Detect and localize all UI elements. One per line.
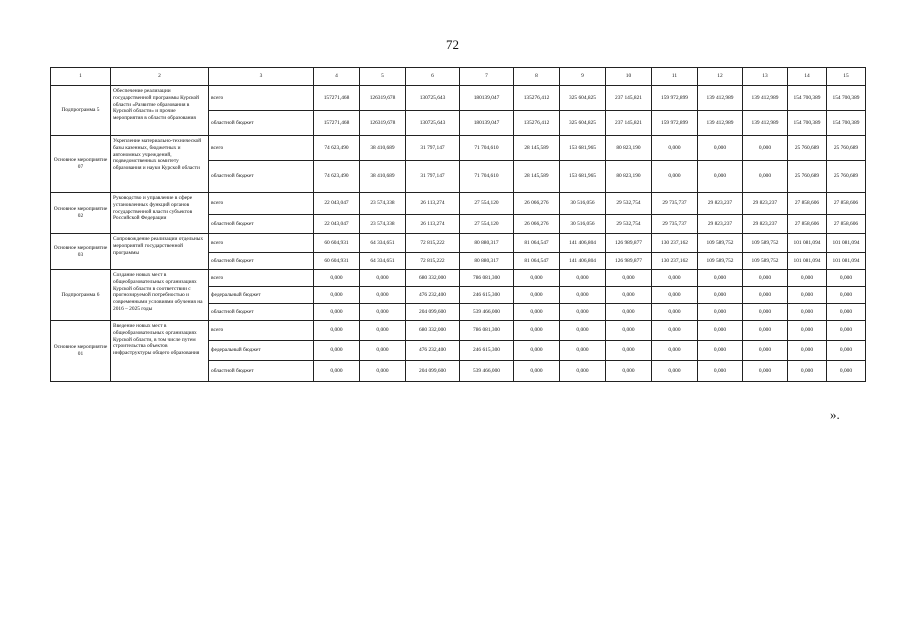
value-cell: 22 043,047 bbox=[314, 193, 360, 215]
value-cell: 0,000 bbox=[652, 304, 698, 321]
funding-source-cell: областной бюджет bbox=[209, 215, 314, 234]
funding-source-cell: федеральный бюджет bbox=[209, 287, 314, 304]
funding-source-cell: всего bbox=[209, 193, 314, 215]
value-cell: 0,000 bbox=[652, 321, 698, 341]
value-cell: 154 700,389 bbox=[827, 86, 866, 111]
value-cell: 130725,643 bbox=[406, 111, 460, 136]
value-cell: 27 858,606 bbox=[788, 193, 827, 215]
table-row bbox=[51, 234, 866, 253]
value-cell: 237 145,821 bbox=[606, 86, 652, 111]
value-cell: 80 823,190 bbox=[606, 136, 652, 161]
value-cell: 27 858,606 bbox=[827, 193, 866, 215]
value-cell: 141 406,804 bbox=[560, 234, 606, 253]
value-cell: 101 081,094 bbox=[827, 234, 866, 253]
funding-source-cell: федеральный бюджет bbox=[209, 341, 314, 361]
value-cell: 0,000 bbox=[698, 287, 743, 304]
program-description-cell: Руководство и управление в сфере установленных функций органов государственной власти субъектов Российской Федерации bbox=[111, 193, 209, 234]
value-cell: 0,000 bbox=[743, 287, 788, 304]
value-cell: 30 516,056 bbox=[560, 215, 606, 234]
value-cell: 0,000 bbox=[698, 341, 743, 361]
program-name-cell: Основное мероприятие 01 bbox=[51, 321, 111, 382]
funding-source-cell: всего bbox=[209, 270, 314, 287]
value-cell: 74 623,490 bbox=[314, 136, 360, 161]
value-cell: 0,000 bbox=[514, 304, 560, 321]
value-cell: 28 145,589 bbox=[514, 136, 560, 161]
value-cell: 539 466,000 bbox=[460, 361, 514, 382]
value-cell: 0,000 bbox=[827, 361, 866, 382]
value-cell: 0,000 bbox=[652, 270, 698, 287]
value-cell: 81 064,547 bbox=[514, 234, 560, 253]
header-cell: 6 bbox=[406, 68, 460, 86]
value-cell: 139 412,989 bbox=[743, 111, 788, 136]
value-cell: 0,000 bbox=[652, 287, 698, 304]
value-cell: 0,000 bbox=[314, 361, 360, 382]
value-cell: 25 760,689 bbox=[788, 136, 827, 161]
value-cell: 30 516,056 bbox=[560, 193, 606, 215]
value-cell: 680 332,000 bbox=[406, 321, 460, 341]
funding-source-cell: областной бюджет bbox=[209, 304, 314, 321]
program-name-cell: Основное мероприятие 03 bbox=[51, 234, 111, 270]
value-cell: 130725,643 bbox=[406, 86, 460, 111]
value-cell: 27 858,606 bbox=[827, 215, 866, 234]
value-cell: 139 412,989 bbox=[698, 86, 743, 111]
value-cell: 0,000 bbox=[652, 341, 698, 361]
value-cell: 159 972,899 bbox=[652, 86, 698, 111]
value-cell: 0,000 bbox=[827, 270, 866, 287]
program-name-cell: Подпрограмма 6 bbox=[51, 270, 111, 321]
closing-mark: ». bbox=[830, 407, 840, 422]
value-cell: 0,000 bbox=[743, 136, 788, 161]
header-cell: 4 bbox=[314, 68, 360, 86]
header-cell: 1 bbox=[51, 68, 111, 86]
value-cell: 0,000 bbox=[314, 321, 360, 341]
value-cell: 157271,468 bbox=[314, 111, 360, 136]
value-cell: 0,000 bbox=[743, 321, 788, 341]
header-cell: 12 bbox=[698, 68, 743, 86]
value-cell: 0,000 bbox=[560, 321, 606, 341]
value-cell: 0,000 bbox=[827, 341, 866, 361]
table-row bbox=[51, 193, 866, 215]
value-cell: 26 066,276 bbox=[514, 193, 560, 215]
value-cell: 0,000 bbox=[514, 361, 560, 382]
value-cell: 28 145,589 bbox=[514, 161, 560, 193]
value-cell: 154 700,389 bbox=[788, 111, 827, 136]
value-cell: 135276,412 bbox=[514, 111, 560, 136]
value-cell: 0,000 bbox=[743, 161, 788, 193]
value-cell: 0,000 bbox=[360, 321, 406, 341]
value-cell: 0,000 bbox=[652, 361, 698, 382]
value-cell: 0,000 bbox=[788, 341, 827, 361]
funding-source-cell: областной бюджет bbox=[209, 111, 314, 136]
table-row bbox=[51, 86, 866, 111]
table-body bbox=[51, 68, 866, 382]
value-cell: 0,000 bbox=[743, 270, 788, 287]
value-cell: 204 099,600 bbox=[406, 361, 460, 382]
funding-source-cell: областной бюджет bbox=[209, 161, 314, 193]
program-name-cell: Основное мероприятие 02 bbox=[51, 193, 111, 234]
value-cell: 139 412,989 bbox=[698, 111, 743, 136]
value-cell: 29 823,237 bbox=[698, 215, 743, 234]
header-cell: 5 bbox=[360, 68, 406, 86]
program-name-cell: Подпрограмма 5 bbox=[51, 86, 111, 136]
value-cell: 0,000 bbox=[314, 270, 360, 287]
value-cell: 29 823,237 bbox=[743, 193, 788, 215]
program-description-cell: Укрепление материально-технической базы казенных, бюджетных и автономных учреждений, подведомственных комитету образования и науки Курской области bbox=[111, 136, 209, 193]
program-description-cell: Введение новых мест в общеобразовательных организациях Курской области, в том числе путем строительства объектов инфраструктуры общего образования bbox=[111, 321, 209, 382]
value-cell: 0,000 bbox=[827, 304, 866, 321]
budget-table bbox=[50, 67, 866, 382]
value-cell: 246 615,300 bbox=[460, 287, 514, 304]
value-cell: 29 735,737 bbox=[652, 215, 698, 234]
funding-source-cell: всего bbox=[209, 234, 314, 253]
value-cell: 80 880,317 bbox=[460, 253, 514, 270]
value-cell: 126 989,877 bbox=[606, 234, 652, 253]
value-cell: 0,000 bbox=[314, 341, 360, 361]
value-cell: 0,000 bbox=[698, 321, 743, 341]
header-cell: 2 bbox=[111, 68, 209, 86]
header-cell: 9 bbox=[560, 68, 606, 86]
value-cell: 71 704,610 bbox=[460, 161, 514, 193]
value-cell: 0,000 bbox=[743, 361, 788, 382]
value-cell: 25 760,689 bbox=[788, 161, 827, 193]
table-row bbox=[51, 270, 866, 287]
value-cell: 0,000 bbox=[314, 304, 360, 321]
value-cell: 0,000 bbox=[606, 341, 652, 361]
value-cell: 81 064,547 bbox=[514, 253, 560, 270]
value-cell: 0,000 bbox=[743, 341, 788, 361]
value-cell: 539 466,000 bbox=[460, 304, 514, 321]
value-cell: 109 589,752 bbox=[698, 253, 743, 270]
value-cell: 31 797,147 bbox=[406, 136, 460, 161]
header-cell: 8 bbox=[514, 68, 560, 86]
value-cell: 60 604,931 bbox=[314, 234, 360, 253]
value-cell: 25 760,689 bbox=[827, 136, 866, 161]
value-cell: 0,000 bbox=[698, 304, 743, 321]
value-cell: 74 623,490 bbox=[314, 161, 360, 193]
value-cell: 180139,047 bbox=[460, 86, 514, 111]
value-cell: 0,000 bbox=[360, 341, 406, 361]
program-description-cell: Обеспечение реализации государственной программы Курской области «Развитие образования в Курской области» и прочие мероприятия в области образования bbox=[111, 86, 209, 136]
funding-source-cell: областной бюджет bbox=[209, 361, 314, 382]
value-cell: 0,000 bbox=[606, 270, 652, 287]
header-cell: 11 bbox=[652, 68, 698, 86]
value-cell: 38 410,689 bbox=[360, 161, 406, 193]
value-cell: 153 681,965 bbox=[560, 136, 606, 161]
value-cell: 71 704,610 bbox=[460, 136, 514, 161]
value-cell: 786 081,300 bbox=[460, 270, 514, 287]
value-cell: 0,000 bbox=[314, 287, 360, 304]
value-cell: 27 554,120 bbox=[460, 215, 514, 234]
value-cell: 204 099,600 bbox=[406, 304, 460, 321]
table-row bbox=[51, 321, 866, 341]
value-cell: 154 700,389 bbox=[827, 111, 866, 136]
value-cell: 80 880,317 bbox=[460, 234, 514, 253]
value-cell: 38 410,689 bbox=[360, 136, 406, 161]
value-cell: 29 823,237 bbox=[698, 193, 743, 215]
value-cell: 680 332,000 bbox=[406, 270, 460, 287]
value-cell: 0,000 bbox=[514, 321, 560, 341]
value-cell: 126 989,877 bbox=[606, 253, 652, 270]
value-cell: 22 043,047 bbox=[314, 215, 360, 234]
value-cell: 325 604,825 bbox=[560, 86, 606, 111]
value-cell: 29 532,754 bbox=[606, 193, 652, 215]
value-cell: 72 815,222 bbox=[406, 253, 460, 270]
value-cell: 0,000 bbox=[606, 361, 652, 382]
value-cell: 0,000 bbox=[606, 304, 652, 321]
value-cell: 154 700,389 bbox=[788, 86, 827, 111]
value-cell: 126319,678 bbox=[360, 111, 406, 136]
value-cell: 0,000 bbox=[652, 136, 698, 161]
table-row bbox=[51, 136, 866, 161]
funding-source-cell: областной бюджет bbox=[209, 253, 314, 270]
value-cell: 159 972,899 bbox=[652, 111, 698, 136]
value-cell: 237 145,821 bbox=[606, 111, 652, 136]
funding-source-cell: всего bbox=[209, 136, 314, 161]
value-cell: 0,000 bbox=[698, 270, 743, 287]
value-cell: 157271,468 bbox=[314, 86, 360, 111]
value-cell: 786 081,300 bbox=[460, 321, 514, 341]
program-description-cell: Создание новых мест в общеобразовательных организациях Курской области в соответствии с прогнозируемой потребностью и современными условиями обучения на 2016 – 2025 годы bbox=[111, 270, 209, 321]
value-cell: 27 554,120 bbox=[460, 193, 514, 215]
value-cell: 0,000 bbox=[560, 304, 606, 321]
value-cell: 0,000 bbox=[514, 270, 560, 287]
value-cell: 135276,412 bbox=[514, 86, 560, 111]
value-cell: 0,000 bbox=[560, 361, 606, 382]
value-cell: 23 574,338 bbox=[360, 193, 406, 215]
value-cell: 23 574,338 bbox=[360, 215, 406, 234]
value-cell: 0,000 bbox=[514, 287, 560, 304]
value-cell: 0,000 bbox=[560, 287, 606, 304]
value-cell: 153 681,965 bbox=[560, 161, 606, 193]
value-cell: 0,000 bbox=[560, 270, 606, 287]
value-cell: 139 412,989 bbox=[743, 86, 788, 111]
value-cell: 0,000 bbox=[788, 304, 827, 321]
value-cell: 130 237,162 bbox=[652, 253, 698, 270]
header-cell: 7 bbox=[460, 68, 514, 86]
value-cell: 246 615,300 bbox=[460, 341, 514, 361]
header-cell: 10 bbox=[606, 68, 652, 86]
value-cell: 31 797,147 bbox=[406, 161, 460, 193]
program-name-cell: Основное мероприятие 07 bbox=[51, 136, 111, 193]
value-cell: 25 760,689 bbox=[827, 161, 866, 193]
value-cell: 72 815,222 bbox=[406, 234, 460, 253]
value-cell: 101 081,094 bbox=[788, 234, 827, 253]
value-cell: 109 589,752 bbox=[743, 253, 788, 270]
value-cell: 0,000 bbox=[606, 321, 652, 341]
value-cell: 29 532,754 bbox=[606, 215, 652, 234]
value-cell: 0,000 bbox=[698, 361, 743, 382]
value-cell: 60 604,931 bbox=[314, 253, 360, 270]
program-description-cell: Сопровождение реализации отдельных мероприятий государственной программы bbox=[111, 234, 209, 270]
value-cell: 26 066,276 bbox=[514, 215, 560, 234]
value-cell: 29 735,737 bbox=[652, 193, 698, 215]
value-cell: 180139,047 bbox=[460, 111, 514, 136]
value-cell: 0,000 bbox=[360, 270, 406, 287]
value-cell: 0,000 bbox=[788, 361, 827, 382]
value-cell: 27 858,606 bbox=[788, 215, 827, 234]
value-cell: 0,000 bbox=[827, 287, 866, 304]
header-cell: 3 bbox=[209, 68, 314, 86]
value-cell: 26 113,274 bbox=[406, 215, 460, 234]
value-cell: 130 237,162 bbox=[652, 234, 698, 253]
value-cell: 0,000 bbox=[514, 341, 560, 361]
header-cell: 13 bbox=[743, 68, 788, 86]
value-cell: 109 589,752 bbox=[698, 234, 743, 253]
value-cell: 0,000 bbox=[606, 287, 652, 304]
value-cell: 0,000 bbox=[788, 270, 827, 287]
value-cell: 126319,678 bbox=[360, 86, 406, 111]
value-cell: 101 081,094 bbox=[827, 253, 866, 270]
value-cell: 64 334,651 bbox=[360, 234, 406, 253]
value-cell: 0,000 bbox=[788, 321, 827, 341]
value-cell: 0,000 bbox=[652, 161, 698, 193]
value-cell: 0,000 bbox=[698, 136, 743, 161]
value-cell: 0,000 bbox=[560, 341, 606, 361]
value-cell: 80 823,190 bbox=[606, 161, 652, 193]
value-cell: 64 334,651 bbox=[360, 253, 406, 270]
funding-source-cell: всего bbox=[209, 321, 314, 341]
value-cell: 101 081,094 bbox=[788, 253, 827, 270]
value-cell: 0,000 bbox=[788, 287, 827, 304]
header-cell: 14 bbox=[788, 68, 827, 86]
value-cell: 325 604,825 bbox=[560, 111, 606, 136]
value-cell: 0,000 bbox=[698, 161, 743, 193]
value-cell: 476 232,400 bbox=[406, 341, 460, 361]
value-cell: 0,000 bbox=[827, 321, 866, 341]
page-number: 72 bbox=[446, 37, 459, 52]
value-cell: 0,000 bbox=[360, 287, 406, 304]
header-cell: 15 bbox=[827, 68, 866, 86]
value-cell: 29 823,237 bbox=[743, 215, 788, 234]
value-cell: 141 406,804 bbox=[560, 253, 606, 270]
funding-source-cell: всего bbox=[209, 86, 314, 111]
value-cell: 26 113,274 bbox=[406, 193, 460, 215]
header-row bbox=[51, 68, 866, 86]
value-cell: 476 232,400 bbox=[406, 287, 460, 304]
value-cell: 0,000 bbox=[360, 304, 406, 321]
value-cell: 0,000 bbox=[743, 304, 788, 321]
value-cell: 0,000 bbox=[360, 361, 406, 382]
value-cell: 109 589,752 bbox=[743, 234, 788, 253]
